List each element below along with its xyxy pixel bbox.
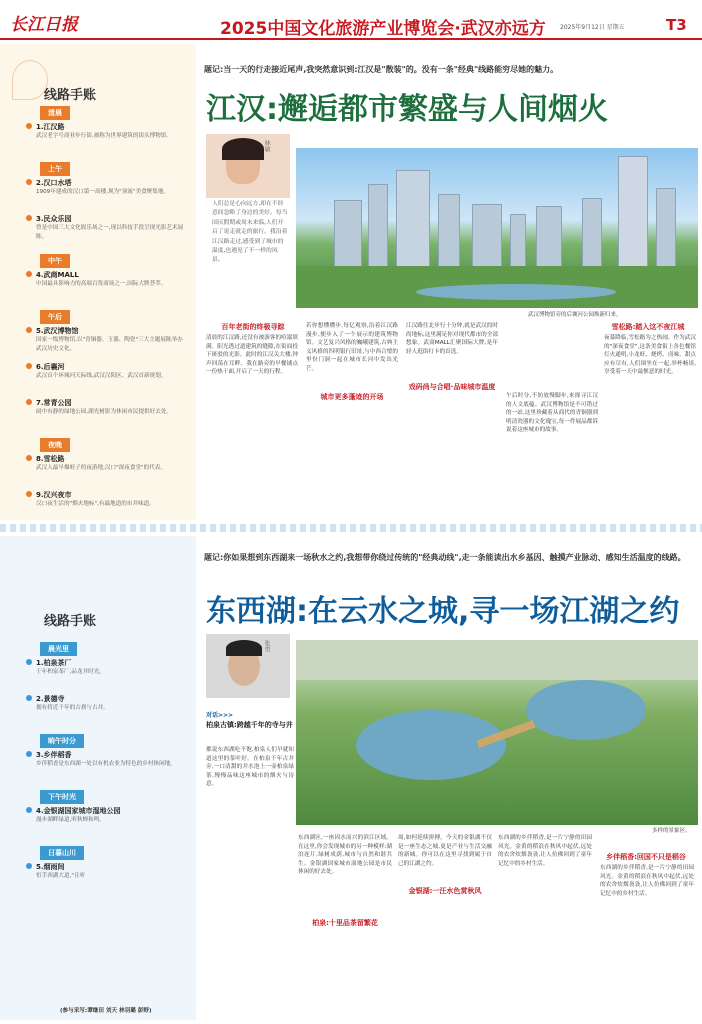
stop-marker-icon [26, 123, 32, 129]
stop-description: 闹中有静的绿地公园,湖光树影为休闲市民提供好去处。 [36, 409, 173, 415]
stop-title: 8.雪松路 [36, 455, 65, 463]
story2-sidebar [0, 536, 196, 1020]
stop-description: 漫步湖畔绿道,听秋蝉和鸣。 [36, 817, 105, 823]
lantern-icon [12, 60, 48, 100]
issue-date: 2025年9月12日 星期五 [560, 24, 625, 31]
stop-description: 1909年建成的汉口第一高楼,现为"顶流"美食聚集地。 [36, 189, 170, 195]
interview-title: 柏泉古镇:跨越千年的寺与井 [206, 721, 293, 729]
stop-title: 1.柏泉茶厂 [36, 659, 72, 667]
time-tag: 晨光里 [40, 642, 77, 656]
stop-title: 9.汉兴夜市 [36, 491, 72, 499]
stop-marker-icon [26, 399, 32, 405]
park-photo-caption: 多样的景象区。 [652, 828, 691, 834]
time-tag: 日暮山川 [40, 846, 84, 860]
stop-description: 武汉首个环城河天际线,武汉汉阳区、武汉首新规划。 [36, 373, 167, 379]
stop-marker-icon [26, 455, 32, 461]
stop-marker-icon [26, 363, 32, 369]
stop-title: 2.汉口水塔 [36, 179, 72, 187]
article-column: 周,如何延续拼搏。今天的金银湖不仅是一座生态之城,更是产业与生活交融的新城。你可以在这里寻找到属于自己的江湖之约。 [398, 835, 492, 867]
stop-title: 5.武汉博物馆 [36, 327, 79, 335]
stop-description: 乡伴稻香是东西湖一处以有机农业为特色的乡村休闲地。 [36, 761, 176, 767]
article-column: 若你想懂懂步,每亿观察,沿着江汉路漫步,便步入了一个展示的建筑博物馆。文艺复兴风格的巍峨建筑,古典主义风格的四明银行旧址,与中西合璧的里份门洞一起在城市长河中发出光芒。 [306, 323, 398, 372]
time-tag: 晌午时分 [40, 734, 84, 748]
sidebar-title: 线路手账 [44, 614, 97, 629]
section-divider [0, 524, 702, 532]
city-skyline-photo [296, 148, 698, 308]
article-column: 东西湖区,一座因水而兴的滨江区域。在这里,你会发现城市的另一种模样:湖泊连片,绿树成荫,城市与自然和谐共生。金银湖国家城市湿地公园是市民休闲的好去处。 [298, 835, 392, 876]
stop-title: 2.景德寺 [36, 695, 65, 703]
page-number: T3 [666, 16, 687, 34]
wetland-park-photo [296, 640, 698, 825]
newspaper-logo: 长江日报 [10, 15, 78, 35]
story1-leadin: 题记:当一天的行走接近尾声,我突然意识到:江汉是"散装"的。没有一条"经典"线路能穷尽她的魅力。 [204, 65, 559, 74]
stop-title: 5.烟雨间 [36, 863, 65, 871]
time-tag: 清晨 [40, 106, 70, 120]
stop-description: 曾是中国三大文化娱乐场之一,现以科技手段呈现光影艺术展陈。 [36, 225, 184, 240]
stop-title: 4.武商MALL [36, 271, 79, 279]
stop-description: 汉口夜生活的"烟火地标",有最地道的市井味道。 [36, 501, 155, 507]
subhead: 雪松路:踏入这不夜江城 [611, 323, 685, 331]
stop-description: 拥有将近千年的古刹与古井。 [36, 705, 109, 711]
article-column: 午后时分,不妨放慢脚步,来探寻江汉的人文底蕴。武汉博物馆是不可错过的一站,这里珍藏着从商代的青铜器到明清瓷器的文化瑰宝,每一件展品都诉说着这座城市的故事。 [506, 393, 598, 434]
time-tag: 午后 [40, 310, 70, 324]
section-title: 2025中国文化旅游产业博览会·武汉亦远方 [220, 19, 546, 39]
article-column: 夜幕降临,雪松路为之热闹。作为武汉的"深夜食堂",这条美食街上各色餐馆灯火通明,小龙虾、烧烤、卤味、甜点应有尽有,人们围坐在一起,举杯畅谈,享受着一天中最惬意的时光。 [604, 335, 696, 376]
article-column: 东西湖的乡伴稻香,是一片宁静的田园风光。金黄的稻浪在秋风中起伏,远处的农舍炊烟袅袅,让人仿佛回到了童年记忆中的乡村生活。 [600, 865, 694, 897]
stop-marker-icon [26, 215, 32, 221]
stop-title: 4.金银湖国家城市湿地公园 [36, 807, 121, 815]
article-column: 东西湖的乡伴稻香,是一片宁静的田园风光。金黄的稻浪在秋风中起伏,远处的农舍炊烟袅袅,让人仿佛回到了童年记忆中的乡村生活。 [498, 835, 592, 867]
stop-description: 千年柏泉茶厂,品龙井时光。 [36, 669, 105, 675]
stop-marker-icon [26, 751, 32, 757]
author-name: 张勇 [263, 640, 270, 652]
time-tag: 上午 [40, 162, 70, 176]
author-name: 林敏 [263, 140, 270, 152]
stop-title: 7.常青公园 [36, 399, 72, 407]
stop-title: 6.后襄河 [36, 363, 65, 371]
subhead: 乡伴稻香:回国不只是稻谷 [606, 853, 686, 861]
article-column: 都说东西湖吃不饱,柏泉人们早就知道这里的茶叶好。在柏泉千年古井旁,一口清甜的井水泡上一壶柏泉绿茶,慢慢品味这座城市的烟火与诗意。 [206, 747, 294, 788]
time-tag: 夜晚 [40, 438, 70, 452]
stop-marker-icon [26, 863, 32, 869]
stop-description: 国家一级博物馆,以"青铜器、玉器、陶瓷"三大主题展陈举办武汉历史文化。 [36, 337, 183, 352]
stop-description: 武汉老字号商业步行街,被称为世界建筑的街头博物馆。 [36, 133, 173, 139]
subhead: 百年老街的终极寻踪 [221, 323, 285, 331]
stop-marker-icon [26, 271, 32, 277]
subhead: 金银湖:一汪水色赏秋风 [408, 887, 482, 895]
subhead: 戏码尚与合唱·品味城市温度 [408, 383, 496, 391]
article-column: 清晨的江汉路,还没有被游客的喧嚣填满。阳光透过道建筑的缝隙,在街面投下斑驳的光影。此时的江汉关大楼,钟声回荡在耳畔。我在路旁的早餐铺点一份热干面,开启了一天的行程。 [206, 335, 298, 376]
story1-headline: 江汉:邂逅都市繁盛与人间烟火 [206, 92, 608, 127]
credit-line: (参与采写:谭继田 刘天 林羽璐 彭野) [60, 1008, 152, 1014]
story2-leadin: 题记:你如果想到东西湖来一场秋水之约,我想带你绕过传统的"经典动线",走一条能读出水乡基因、触摸产业脉动、感知生活温度的线路。 [204, 553, 686, 562]
stop-marker-icon [26, 695, 32, 701]
stop-marker-icon [26, 179, 32, 185]
time-tag: 中午 [40, 254, 70, 268]
author-photo [206, 634, 290, 698]
stop-description: 中国最具影响力的高端百货商场之一,国际大牌荟萃。 [36, 281, 167, 287]
author-intro: 人们总是心向远方,却在不经意间忽略了身边的美好。每当国庆假期或周末来临,人们开启了说走就走的旅行。我沿着江汉路走过,感受到了城市的温度,也遇见了不一样的风景。 [212, 201, 288, 264]
stop-marker-icon [26, 491, 32, 497]
stop-description: 恒手西湖大道,"且听 [36, 873, 86, 879]
sidebar-title: 线路手账 [44, 88, 97, 103]
stop-marker-icon [26, 659, 32, 665]
interview-label: 对话>>> [206, 712, 234, 719]
subhead: 城市更多蓬迹的开场 [320, 393, 384, 401]
article-column: 江汉路往北步行十分钟,就是武汉的时尚地标,这里满足你对现代都市的全部想象。武商MALL汇聚国际大牌,是年轻人逛街打卡的首选。 [406, 323, 498, 355]
story2-headline: 东西湖:在云水之城,寻一场江湖之约 [206, 594, 680, 629]
stop-title: 1.江汉路 [36, 123, 65, 131]
stop-marker-icon [26, 807, 32, 813]
stop-description: 武汉人最早爆虾子的夜游地,汉口"深夜食堂"的代表。 [36, 465, 166, 471]
time-tag: 下午时光 [40, 790, 84, 804]
subhead: 柏泉:十里品茶留繁花 [312, 919, 378, 927]
stop-title: 3.乡伴稻香 [36, 751, 72, 759]
stop-title: 3.民众乐园 [36, 215, 72, 223]
stop-marker-icon [26, 327, 32, 333]
city-photo-caption: 武汉博物馆旁的后襄河公园焕新归来。 [528, 312, 622, 318]
author-photo [206, 134, 290, 198]
